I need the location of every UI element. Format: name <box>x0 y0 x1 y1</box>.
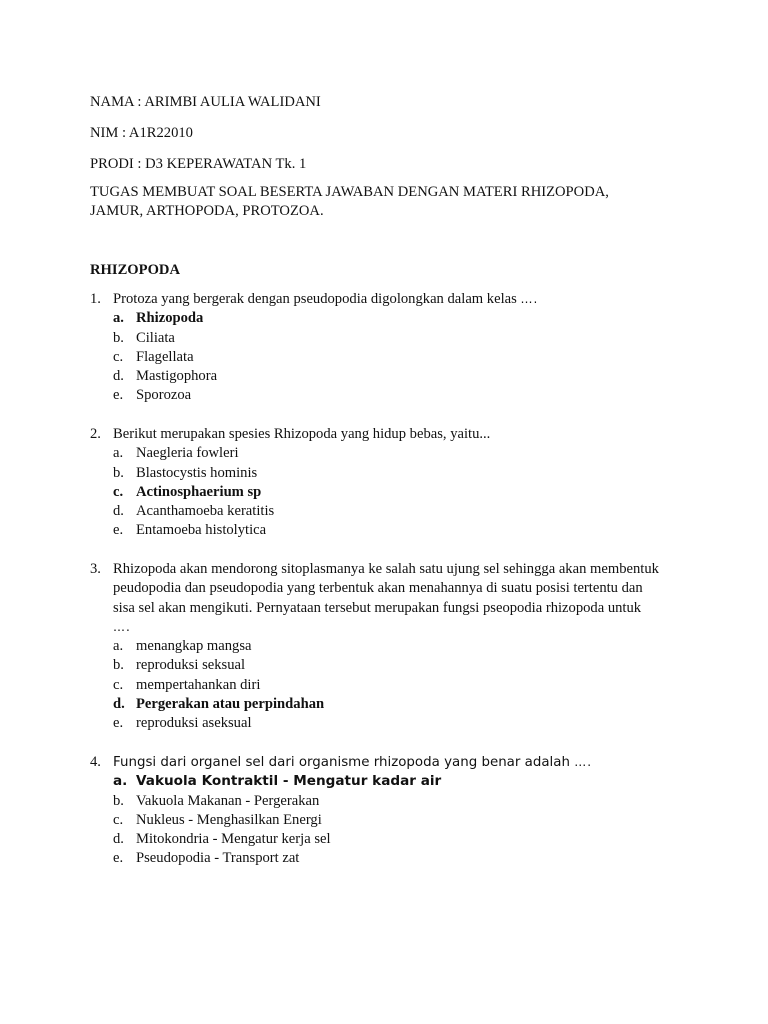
option-a <box>90 444 690 463</box>
question-number: 3. <box>90 561 101 577</box>
option-letter: b. <box>113 657 124 674</box>
question-number: 1. <box>90 291 101 307</box>
question-3-stem <box>90 560 690 637</box>
options-list <box>90 637 690 733</box>
option-letter: a. <box>113 638 124 655</box>
option-letter: d. <box>113 831 124 848</box>
option-text: Ciliata <box>136 329 175 346</box>
question-number: 2. <box>90 426 101 442</box>
option-a-correct <box>90 772 690 791</box>
option-text: Vakuola Makanan - Pergerakan <box>136 792 320 809</box>
option-e <box>90 849 690 868</box>
question-text: Protoza yang bergerak dengan pseudopodia digolongkan dalam kelas <box>113 291 517 307</box>
option-b <box>90 329 690 348</box>
option-text: reproduksi seksual <box>136 657 246 674</box>
option-c <box>90 811 690 830</box>
option-text: Acanthamoeba keratitis <box>136 503 275 520</box>
question-text-line3: sisa sel akan mengikuti. Pernyataan tersebut merupakan fungsi pseopodia rhizopoda untuk <box>113 599 642 616</box>
option-d-correct <box>90 695 690 714</box>
question-text-line2: peudopodia dan pseudopodia yang terbentuk akan menahannya di suatu posisi tertentu dan <box>113 580 643 597</box>
option-text: Sporozoa <box>136 387 192 404</box>
option-text: mempertahankan diri <box>136 676 261 693</box>
question-2-stem <box>90 425 690 444</box>
option-text: menangkap mangsa <box>136 638 252 655</box>
option-letter: b. <box>113 329 124 346</box>
option-text: Blastocystis hominis <box>136 464 258 481</box>
option-e <box>90 386 690 405</box>
option-text: Mitokondria - Mengatur kerja sel <box>136 831 331 848</box>
option-letter: b. <box>113 792 124 809</box>
question-ellipsis: …. <box>520 292 539 306</box>
option-d <box>90 502 690 521</box>
question-1 <box>90 290 690 406</box>
option-letter: c. <box>113 483 124 500</box>
option-text: Vakuola Kontraktil - Mengatur kadar air <box>136 773 442 790</box>
question-text-line1: Rhizopoda akan mendorong sitoplasmanya ke salah satu ujung sel sehingga akan membentuk <box>113 561 659 577</box>
option-c-correct <box>90 483 690 502</box>
question-ellipsis: …. <box>574 755 593 769</box>
option-a-correct <box>90 309 690 328</box>
option-d <box>90 367 690 386</box>
question-1-stem <box>90 290 690 309</box>
option-b <box>90 656 690 675</box>
options-list <box>90 309 690 405</box>
option-letter: e. <box>113 850 124 867</box>
option-e <box>90 714 690 733</box>
option-letter: a. <box>113 445 124 462</box>
option-b <box>90 792 690 811</box>
option-text: Pseudopodia - Transport zat <box>136 850 300 867</box>
option-b <box>90 464 690 483</box>
option-letter: d. <box>113 503 124 520</box>
option-letter: e. <box>113 387 124 404</box>
options-list <box>90 772 690 868</box>
option-text: Mastigophora <box>136 368 218 385</box>
assignment-title-line1: TUGAS MEMBUAT SOAL BESERTA JAWABAN DENGAN MATERI RHIZOPODA, <box>90 184 609 200</box>
option-letter: c. <box>113 811 124 828</box>
option-letter: e. <box>113 715 124 732</box>
option-e <box>90 521 690 540</box>
study-program: PRODI : D3 KEPERAWATAN Tk. 1 <box>90 156 307 172</box>
assignment-title-line2: JAMUR, ARTHOPODA, PROTOZOA. <box>90 203 324 219</box>
question-2 <box>90 425 690 541</box>
question-4-stem <box>90 753 690 772</box>
option-c <box>90 348 690 367</box>
option-c <box>90 676 690 695</box>
option-text: Actinosphaerium sp <box>136 483 262 500</box>
question-4 <box>90 753 690 869</box>
options-list <box>90 444 690 540</box>
option-text: Rhizopoda <box>136 310 204 327</box>
option-text: Pergerakan atau perpindahan <box>136 696 325 713</box>
option-d <box>90 830 690 849</box>
option-text: Flagellata <box>136 348 194 365</box>
option-text: Entamoeba histolytica <box>136 522 267 539</box>
option-letter: d. <box>113 696 125 713</box>
option-text: Nukleus - Menghasilkan Energi <box>136 811 322 828</box>
question-ellipsis: …. <box>113 619 131 634</box>
question-3 <box>90 560 690 734</box>
option-letter: e. <box>113 522 124 539</box>
student-nim: NIM : A1R22010 <box>90 125 193 141</box>
question-text: Berikut merupakan spesies Rhizopoda yang hidup bebas, yaitu... <box>113 426 491 442</box>
option-letter: b. <box>113 464 124 481</box>
option-letter: a. <box>113 773 128 790</box>
option-letter: c. <box>113 348 124 365</box>
option-text: Naegleria fowleri <box>136 445 239 462</box>
student-name: NAMA : ARIMBI AULIA WALIDANI <box>90 94 321 110</box>
option-letter: c. <box>113 676 124 693</box>
section-heading: RHIZOPODA <box>90 262 180 278</box>
option-text: reproduksi aseksual <box>136 715 252 732</box>
option-letter: d. <box>113 368 124 385</box>
question-number: 4. <box>90 754 101 770</box>
option-a <box>90 637 690 656</box>
option-letter: a. <box>113 310 124 327</box>
question-text: Fungsi dari organel sel dari organisme rhizopoda yang benar adalah <box>113 755 570 770</box>
